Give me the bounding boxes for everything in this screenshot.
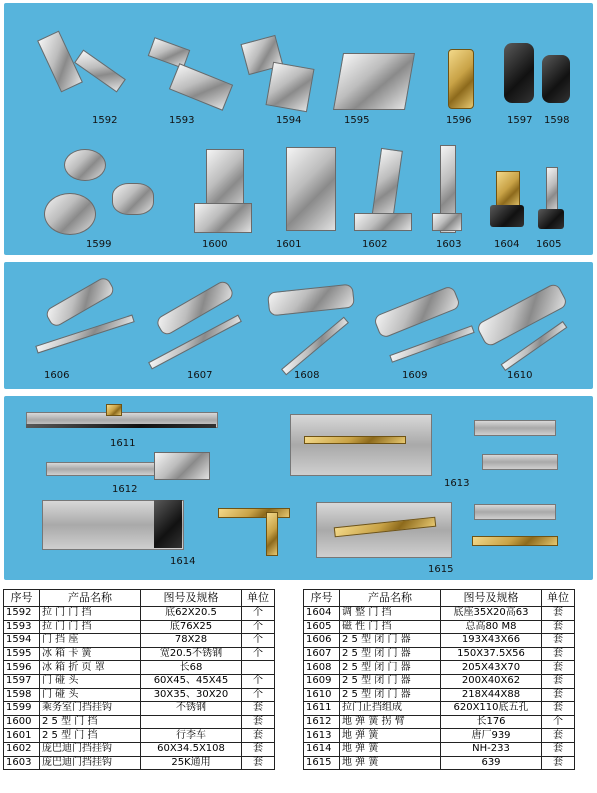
table-cell-no: 1604 (304, 607, 340, 621)
table-cell-name: 地 弹 簧 (340, 756, 441, 770)
header-cell: 图号及规格 (141, 590, 242, 607)
table-header-row (304, 590, 575, 607)
table-cell-name: 地 弹 簧 拐 臂 (340, 715, 441, 729)
table-cell-unit: 个 (242, 674, 275, 688)
table-cell-spec (141, 715, 242, 729)
table-cell-no: 1602 (4, 742, 40, 756)
part-label-1615: 1615 (428, 564, 454, 575)
table-row (304, 756, 575, 770)
table-cell-unit: 个 (242, 607, 275, 621)
table-row (304, 607, 575, 621)
table-cell-spec: 218X44X88 (441, 688, 542, 702)
part-1595-image (333, 53, 415, 110)
table-cell-name: 庞巴迪门挡挂钩 (40, 756, 141, 770)
table-cell-name: 拉 门 门 挡 (40, 607, 141, 621)
table-cell-no: 1610 (304, 688, 340, 702)
part-1613-image (290, 414, 432, 476)
table-cell-unit: 个 (242, 620, 275, 634)
product-panel-door-closers (4, 262, 593, 389)
part-1614-image-d (266, 512, 278, 556)
table-row (304, 729, 575, 743)
part-1612-image (46, 462, 168, 476)
table-row (4, 742, 275, 756)
part-1609-image (373, 285, 462, 339)
table-cell-unit (242, 661, 275, 675)
part-1604-image-b (490, 205, 524, 227)
table-cell-spec: 60X45、45X45 (141, 674, 242, 688)
part-label-1594: 1594 (276, 115, 302, 126)
table-row (304, 688, 575, 702)
table-row (4, 661, 275, 675)
part-label-1612: 1612 (112, 484, 138, 495)
table-cell-name: 乘务室门挡挂钩 (40, 702, 141, 716)
part-1610-image (475, 282, 568, 348)
part-label-1605: 1605 (536, 239, 562, 250)
table-cell-no: 1614 (304, 742, 340, 756)
table-cell-unit: 套 (542, 729, 575, 743)
table-cell-unit: 套 (242, 715, 275, 729)
table-cell-spec: 唐厂939 (441, 729, 542, 743)
part-label-1599: 1599 (86, 239, 112, 250)
part-label-1600: 1600 (202, 239, 228, 250)
part-label-1603: 1603 (436, 239, 462, 250)
part-1602-image-b (354, 213, 412, 231)
table-row (4, 620, 275, 634)
table-cell-name: 2 5 型 闭 门 器 (340, 634, 441, 648)
table-row (304, 674, 575, 688)
table-cell-spec: 30X35、30X20 (141, 688, 242, 702)
header-cell: 序号 (304, 590, 340, 607)
part-1599-image-c (112, 183, 154, 215)
header-cell: 单位 (542, 590, 575, 607)
table-row (304, 620, 575, 634)
table-cell-spec: 25K通用 (141, 756, 242, 770)
table-row (4, 702, 275, 716)
part-label-1592: 1592 (92, 115, 118, 126)
table-cell-no: 1593 (4, 620, 40, 634)
part-1608-image (267, 284, 355, 317)
table-row (304, 661, 575, 675)
table-cell-spec: 639 (441, 756, 542, 770)
table-cell-unit: 套 (242, 756, 275, 770)
table-row (4, 634, 275, 648)
table-cell-no: 1605 (304, 620, 340, 634)
table-cell-no: 1606 (304, 634, 340, 648)
part-label-1598: 1598 (544, 115, 570, 126)
table-cell-no: 1592 (4, 607, 40, 621)
table-cell-spec: NH-233 (441, 742, 542, 756)
table-cell-unit: 套 (542, 742, 575, 756)
table-row (304, 715, 575, 729)
part-1614-image-c (218, 508, 290, 518)
part-1606-image (44, 275, 116, 328)
part-label-1601: 1601 (276, 239, 302, 250)
part-label-1613: 1613 (444, 478, 470, 489)
table-cell-name: 庞巴迪门挡挂钩 (40, 742, 141, 756)
table-cell-no: 1613 (304, 729, 340, 743)
table-cell-unit: 套 (542, 634, 575, 648)
part-label-1611: 1611 (110, 438, 136, 449)
table-cell-spec: 长68 (141, 661, 242, 675)
part-1599-image (64, 149, 106, 181)
part-label-1606: 1606 (44, 370, 70, 381)
part-1613-image-c (474, 420, 556, 436)
table-row (4, 647, 275, 661)
part-1603-image-b (432, 213, 462, 231)
table-cell-spec: 205X43X70 (441, 661, 542, 675)
table-cell-no: 1598 (4, 688, 40, 702)
part-label-1608: 1608 (294, 370, 320, 381)
part-1615-image-c (474, 504, 556, 520)
table-cell-no: 1594 (4, 634, 40, 648)
table-cell-spec: 不锈钢 (141, 702, 242, 716)
table-cell-unit: 套 (542, 647, 575, 661)
table-cell-no: 1607 (304, 647, 340, 661)
table-cell-no: 1603 (4, 756, 40, 770)
table-cell-no: 1595 (4, 647, 40, 661)
table-cell-no: 1600 (4, 715, 40, 729)
table-row (4, 715, 275, 729)
table-row (4, 688, 275, 702)
table-cell-no: 1609 (304, 674, 340, 688)
table-cell-no: 1601 (4, 729, 40, 743)
table-cell-no: 1596 (4, 661, 40, 675)
part-1611-image-c (106, 404, 122, 416)
table-cell-spec: 620X110底五孔 (441, 702, 542, 716)
part-label-1597: 1597 (507, 115, 533, 126)
table-cell-spec: 行李车 (141, 729, 242, 743)
table-cell-no: 1612 (304, 715, 340, 729)
table-cell-unit: 套 (542, 756, 575, 770)
part-1601-image (286, 147, 336, 231)
part-1612-image-b (154, 452, 210, 480)
table-header-row (4, 590, 275, 607)
part-1600-image-b (194, 203, 252, 233)
part-1614-image-b (154, 500, 182, 548)
part-1615-image-d (472, 536, 558, 546)
part-label-1609: 1609 (402, 370, 428, 381)
part-1604-image (496, 171, 520, 209)
part-1598-image (542, 55, 570, 103)
header-cell: 产品名称 (340, 590, 441, 607)
table-cell-spec: 78X28 (141, 634, 242, 648)
part-label-1596: 1596 (446, 115, 472, 126)
part-1596-image (448, 49, 474, 109)
table-cell-no: 1597 (4, 674, 40, 688)
table-cell-unit: 套 (542, 688, 575, 702)
table-cell-no: 1615 (304, 756, 340, 770)
header-cell: 序号 (4, 590, 40, 607)
part-1594-image-b (265, 62, 314, 113)
spec-table-left (3, 589, 275, 770)
table-cell-name: 门 碰 头 (40, 674, 141, 688)
table-row (4, 729, 275, 743)
table-cell-name: 门 碰 头 (40, 688, 141, 702)
part-1599-image-b (44, 193, 96, 235)
table-cell-no: 1599 (4, 702, 40, 716)
part-1602-image (371, 148, 403, 222)
table-cell-spec: 底62X20.5 (141, 607, 242, 621)
table-cell-name: 2 5 型 闭 门 器 (340, 688, 441, 702)
part-1605-image (546, 167, 558, 215)
product-panel-door-stops (4, 3, 593, 255)
table-cell-spec: 193X43X66 (441, 634, 542, 648)
table-cell-unit: 套 (242, 702, 275, 716)
table-cell-no: 1608 (304, 661, 340, 675)
table-cell-unit: 套 (242, 742, 275, 756)
table-cell-spec: 总高80 M8 (441, 620, 542, 634)
table-cell-name: 拉 门 门 挡 (40, 620, 141, 634)
table-cell-name: 地 弹 簧 (340, 742, 441, 756)
table-cell-name: 冰 箱 卡 簧 (40, 647, 141, 661)
part-1605-image-b (538, 209, 564, 229)
table-row (304, 634, 575, 648)
table-cell-name: 门 挡 座 (40, 634, 141, 648)
table-row (304, 742, 575, 756)
part-label-1607: 1607 (187, 370, 213, 381)
table-cell-name: 2 5 型 闭 门 器 (340, 647, 441, 661)
table-row (304, 647, 575, 661)
table-cell-unit: 套 (542, 674, 575, 688)
part-label-1595: 1595 (344, 115, 370, 126)
part-1613-image-b (304, 436, 406, 444)
table-cell-spec: 60X34.5X108 (141, 742, 242, 756)
table-cell-unit: 套 (542, 620, 575, 634)
table-cell-name: 2 5 型 门 挡 (40, 715, 141, 729)
table-cell-spec: 150X37.5X56 (441, 647, 542, 661)
part-label-1602: 1602 (362, 239, 388, 250)
table-cell-name: 冰 箱 折 页 罩 (40, 661, 141, 675)
table-cell-name: 2 5 型 门 挡 (40, 729, 141, 743)
part-label-1604: 1604 (494, 239, 520, 250)
table-cell-unit: 个 (542, 715, 575, 729)
table-cell-unit: 套 (242, 729, 275, 743)
table-cell-spec: 长176 (441, 715, 542, 729)
table-cell-unit: 套 (542, 702, 575, 716)
part-1611-image-b (26, 424, 216, 428)
table-cell-unit: 个 (242, 634, 275, 648)
table-cell-spec: 底76X25 (141, 620, 242, 634)
product-panel-floor-springs (4, 396, 593, 580)
part-label-1593: 1593 (169, 115, 195, 126)
table-cell-name: 磁 性 门 挡 (340, 620, 441, 634)
table-cell-name: 拉门止挡组成 (340, 702, 441, 716)
table-cell-spec: 底座35X20高63 (441, 607, 542, 621)
table-row (4, 756, 275, 770)
table-cell-spec: 200X40X62 (441, 674, 542, 688)
table-cell-unit: 个 (242, 647, 275, 661)
header-cell: 单位 (242, 590, 275, 607)
table-cell-name: 2 5 型 闭 门 器 (340, 674, 441, 688)
table-cell-unit: 套 (542, 661, 575, 675)
table-row (4, 674, 275, 688)
table-row (304, 702, 575, 716)
table-cell-spec: 宽20.5不锈钢 (141, 647, 242, 661)
table-row (4, 607, 275, 621)
part-1608-image-b (281, 317, 349, 376)
part-1613-image-d (482, 454, 558, 470)
table-cell-name: 调 整 门 挡 (340, 607, 441, 621)
header-cell: 图号及规格 (441, 590, 542, 607)
part-label-1610: 1610 (507, 370, 533, 381)
header-cell: 产品名称 (40, 590, 141, 607)
table-cell-unit: 个 (242, 688, 275, 702)
table-cell-unit: 套 (542, 607, 575, 621)
part-1592-image-b (74, 50, 126, 93)
table-cell-name: 2 5 型 闭 门 器 (340, 661, 441, 675)
part-1593-image-b (169, 63, 233, 111)
spec-table-right (303, 589, 575, 770)
table-cell-no: 1611 (304, 702, 340, 716)
part-label-1614: 1614 (170, 556, 196, 567)
table-cell-name: 地 弹 簧 (340, 729, 441, 743)
part-1597-image (504, 43, 534, 103)
